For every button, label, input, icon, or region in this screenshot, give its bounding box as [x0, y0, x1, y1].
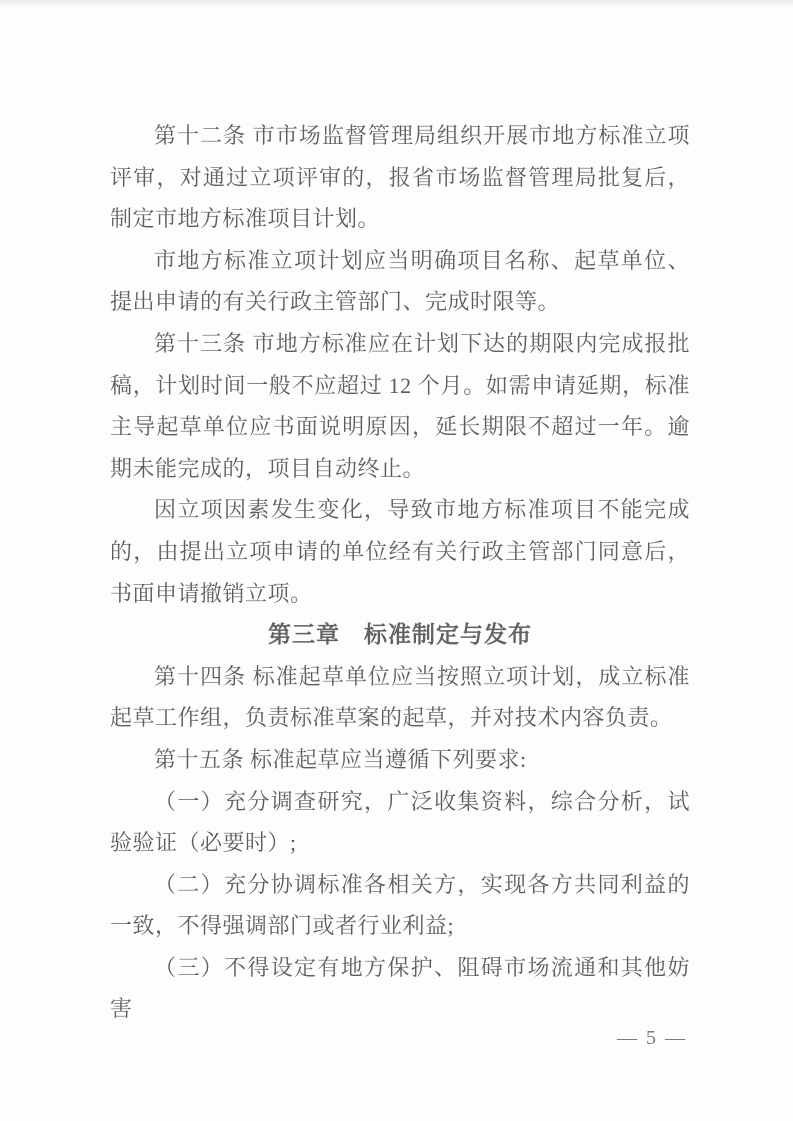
para-project-cancellation: 因立项因素发生变化，导致市地方标准项目不能完成的，由提出立项申请的单位经有关行政主管部门同意后，书面申请撤销立项。 — [110, 497, 690, 606]
chapter-3-heading: 第三章 标准制定与发布 — [268, 621, 532, 648]
para-article-15-item-3: （三）不得设定有地方保护、阻碍市场流通和其他妨害 — [110, 954, 690, 1022]
para-article-15-item-2: （二）充分协调标准各相关方，实现各方共同利益的一致，不得强调部门或者行业利益; — [110, 871, 690, 939]
para-article-12: 第十二条 市市场监督管理局组织开展市地方标准立项评审，对通过立项评审的，报省市场监督管理局批复后，制定市地方标准项目计划。 — [110, 123, 690, 232]
para-article-15: 第十五条 标准起草应当遵循下列要求: — [154, 746, 527, 772]
para-article-14: 第十四条 标准起草单位应当按照立项计划，成立标准起草工作组，负责标准草案的起草，并对技术内容负责。 — [110, 663, 690, 731]
para-project-plan-contents: 市地方标准立项计划应当明确项目名称、起草单位、提出申请的有关行政主管部门、完成时限等。 — [110, 247, 690, 315]
para-article-15-item-1: （一）充分调查研究，广泛收集资料，综合分析，试验验证（必要时）; — [110, 788, 690, 856]
page-number: — 5 — — [617, 1027, 687, 1049]
document-body — [110, 115, 690, 1030]
para-article-13: 第十三条 市地方标准应在计划下达的期限内完成报批稿，计划时间一般不应超过 12 个月。如需申请延期，标准主导起草单位应书面说明原因，延长期限不超过一年。逾期未能完成的，项目自动终止。 — [110, 330, 690, 481]
